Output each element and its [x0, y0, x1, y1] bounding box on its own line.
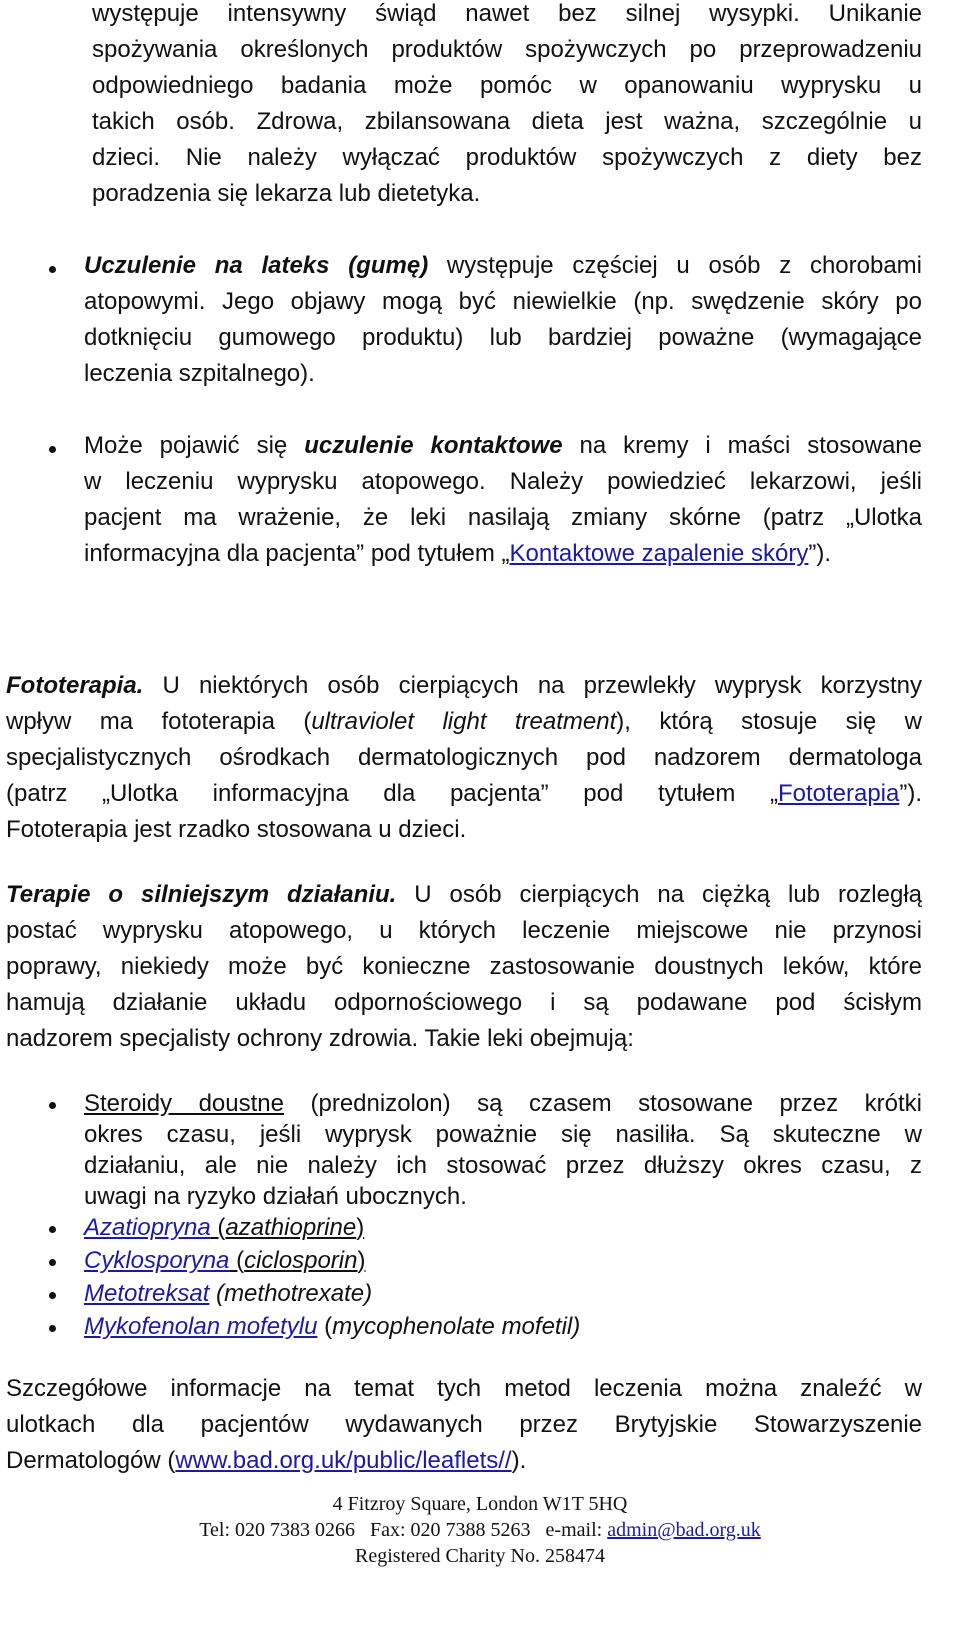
- text: U niektórych osób cierpiących na przewlekły wyprysk korzystny: [143, 672, 922, 699]
- text: (: [210, 1214, 226, 1241]
- text: (prednizolon) są czasem stosowane przez krótki: [283, 1090, 922, 1117]
- therapies-line: hamują działanie układu odpornościowego i są podawane pod ścisłym: [6, 989, 922, 1016]
- bullet-icon: [49, 1292, 56, 1299]
- phototherapy-line: specjalistycznych ośrodkach dermatologicznych pod nadzorem dermatologa: [6, 744, 922, 771]
- text: U osób cierpiących na ciężką lub rozległą: [396, 881, 922, 908]
- final-line: [6, 1443, 526, 1479]
- final-line: Szczegółowe informacje na temat tych metod leczenia można znaleźć w: [6, 1375, 922, 1402]
- steroids-line: działaniu, ale nie należy ich stosować przez dłuższy okres czasu, z: [84, 1152, 922, 1179]
- steroids-line: okres czasu, jeśli wyprysk poważnie się nasiliła. Są skuteczne w: [84, 1121, 922, 1148]
- text: (: [229, 1247, 245, 1274]
- therapies-line: postać wyprysku atopowego, u których leczenie miejscowe nie przynosi: [6, 917, 922, 944]
- contact-dermatitis-link[interactable]: Kontaktowe zapalenie skóry: [509, 540, 809, 567]
- drug-item: [84, 1212, 364, 1244]
- latex-line: [84, 248, 922, 284]
- paragraph-line: dzieci. Nie należy wyłączać produktów spożywczych z diety bez: [92, 144, 922, 171]
- text: ultraviolet light treatment: [311, 708, 617, 735]
- footer-address: 4 Fitzroy Square, London W1T 5HQ: [332, 1493, 628, 1515]
- text: wpływ ma fototerapia (: [6, 708, 312, 735]
- therapies-heading: Terapie o silniejszym działaniu.: [6, 881, 397, 908]
- footer-contact: [0, 1517, 960, 1544]
- latex-heading: Uczulenie na lateks (gumę): [84, 252, 429, 279]
- paragraph-line: takich osób. Zdrowa, zbilansowana dieta jest ważna, szczególnie u: [92, 108, 922, 135]
- paragraph-line: występuje intensywny świąd nawet bez silnej wysypki. Unikanie: [92, 0, 922, 27]
- text: ): [357, 1247, 366, 1274]
- text: (: [317, 1313, 333, 1340]
- phototherapy-line: [6, 668, 922, 704]
- paragraph-line: poradzenia się lekarza lub dietetyka.: [92, 180, 481, 207]
- final-line: ulotkach dla pacjentów wydawanych przez Brytyjskie Stowarzyszenie: [6, 1411, 922, 1438]
- drug-item: [84, 1311, 580, 1343]
- methotrexate-link[interactable]: Metotreksat: [84, 1280, 210, 1307]
- drug-item: [84, 1278, 372, 1310]
- mycophenolate-link[interactable]: Mykofenolan mofetylu: [84, 1313, 318, 1340]
- paragraph-line: spożywania określonych produktów spożywczych po przeprowadzeniu: [92, 36, 922, 63]
- drug-item: [84, 1245, 365, 1277]
- footer-charity: Registered Charity No. 258474: [355, 1545, 605, 1567]
- therapies-line: [6, 877, 922, 913]
- bullet-icon: [49, 1226, 56, 1233]
- text: na kremy i maści stosowane: [562, 432, 922, 459]
- text: ), którą stosuje się w: [616, 708, 922, 735]
- text: ”).: [899, 780, 922, 807]
- contact-line: [84, 428, 922, 464]
- text: mycophenolate mofetil: [332, 1313, 573, 1340]
- text: ): [364, 1280, 373, 1307]
- contact-heading: uczulenie kontaktowe: [304, 432, 563, 459]
- ciclosporin-link[interactable]: Cyklosporyna: [84, 1247, 230, 1274]
- contact-line: [84, 536, 831, 572]
- text: ciclosporin: [244, 1247, 358, 1274]
- text: (patrz „Ulotka informacyjna dla pacjenta” pod tytułem „: [6, 780, 778, 807]
- steroids-line: [84, 1088, 922, 1119]
- text: ): [356, 1214, 365, 1241]
- contact-line: w leczeniu wyprysku atopowego. Należy powiedzieć lekarzowi, jeśli: [84, 468, 922, 495]
- contact-line: pacjent ma wrażenie, że leki nasilają zmiany skórne (patrz „Ulotka: [84, 504, 922, 531]
- latex-line: dotknięciu gumowego produktu) lub bardziej poważne (wymagające: [84, 324, 922, 351]
- phototherapy-line: Fototerapia jest rzadko stosowana u dzieci.: [6, 816, 467, 843]
- paragraph-line: odpowiedniego badania może pomóc w opanowaniu wyprysku u: [92, 72, 922, 99]
- text: (: [209, 1280, 225, 1307]
- text: Dermatologów (: [6, 1447, 176, 1474]
- text: methotrexate: [224, 1280, 365, 1307]
- text: informacyjna dla pacjenta” pod tytułem „: [84, 540, 510, 567]
- phototherapy-link[interactable]: Fototerapia: [777, 780, 900, 807]
- text: ): [572, 1313, 581, 1340]
- therapies-line: nadzorem specjalisty ochrony zdrowia. Takie leki obejmują:: [6, 1025, 634, 1052]
- therapies-line: poprawy, niekiedy może być konieczne zastosowanie doustnych leków, które: [6, 953, 922, 980]
- oral-steroids-link[interactable]: Steroidy doustne: [84, 1090, 284, 1117]
- bullet-icon: [49, 1102, 56, 1109]
- text: Może pojawić się: [84, 432, 305, 459]
- bullet-icon: [49, 446, 56, 453]
- email-link[interactable]: admin@bad.org.uk: [607, 1519, 761, 1541]
- text: występuje częściej u osób z chorobami: [428, 252, 922, 279]
- text: ”).: [808, 540, 832, 567]
- phototherapy-line: [6, 704, 922, 740]
- bullet-icon: [49, 1259, 56, 1266]
- latex-line: atopowymi. Jego objawy mogą być niewielkie (np. swędzenie skóry po: [84, 288, 922, 315]
- steroids-line: uwagi na ryzyko działań ubocznych.: [84, 1183, 467, 1210]
- bullet-icon: [49, 266, 56, 273]
- bad-leaflets-link[interactable]: www.bad.org.uk/public/leaflets//: [175, 1447, 512, 1474]
- phototherapy-heading: Fototerapia.: [6, 672, 144, 699]
- latex-line: leczenia szpitalnego).: [84, 360, 315, 387]
- azathioprine-link[interactable]: Azatiopryna: [84, 1214, 211, 1241]
- text: azathioprine: [225, 1214, 357, 1241]
- bullet-icon: [49, 1325, 56, 1332]
- phototherapy-line: [6, 776, 922, 812]
- text: ).: [511, 1447, 527, 1474]
- text: Tel: 020 7383 0266 Fax: 020 7388 5263 e-mail:: [199, 1519, 608, 1541]
